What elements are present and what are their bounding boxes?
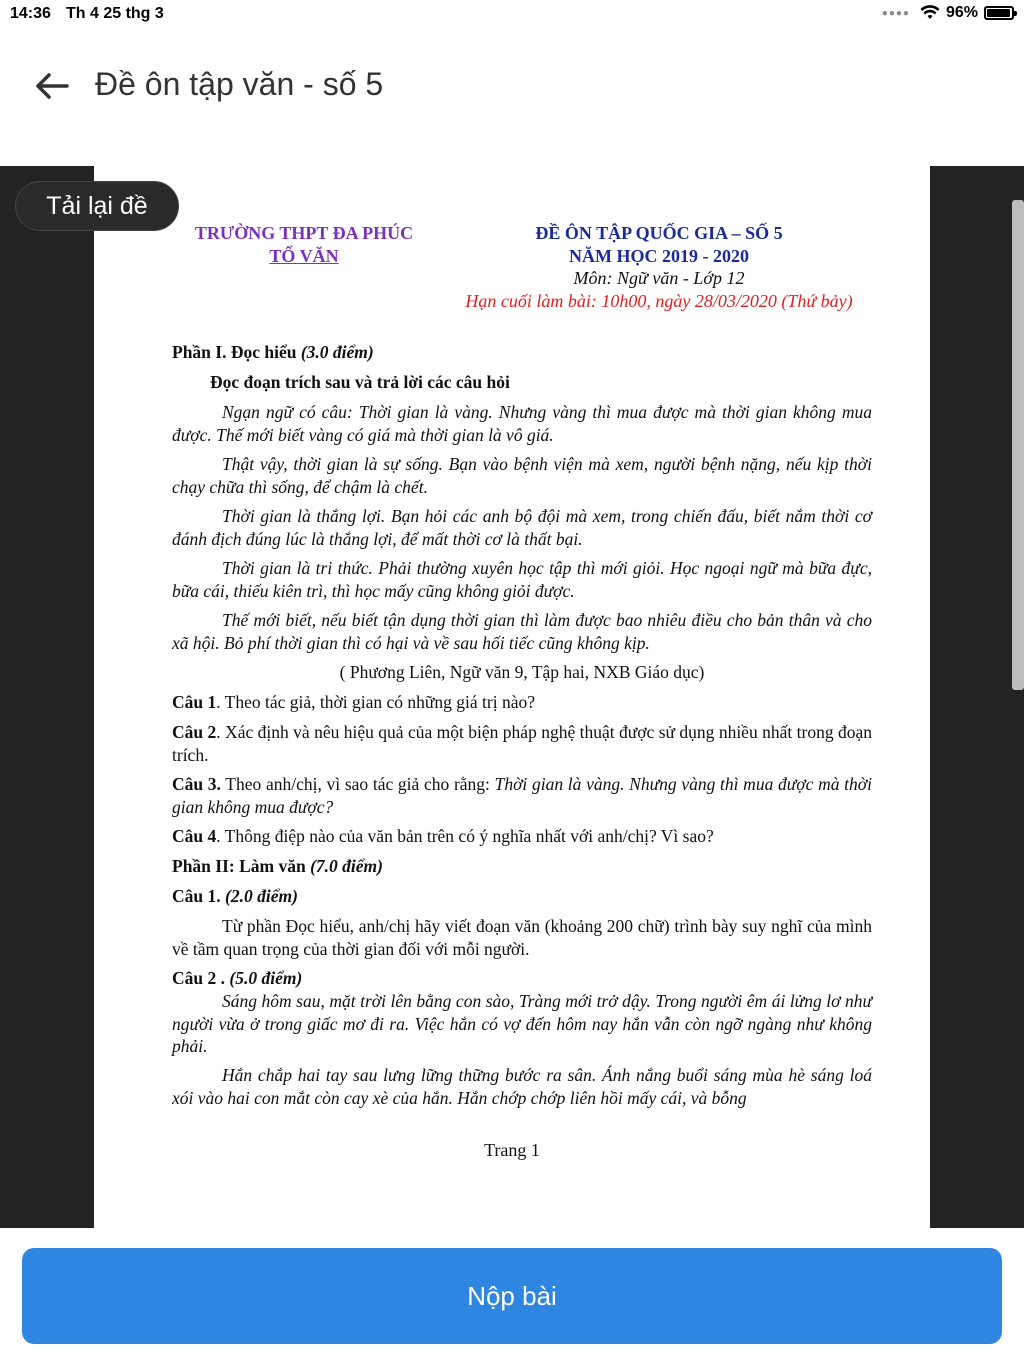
document-viewer[interactable] — [0, 166, 1024, 1228]
paragraph: Thời gian là thắng lợi. Bạn hỏi các anh bộ đội mà xem, trong chiến đấu, biết nắm thời cơ đánh địch đúng lúc là thắng lợi, để mất thời cơ là thất bại. — [172, 506, 872, 549]
part2-question-2: Câu 2 . (5.0 điểm) — [172, 968, 303, 988]
wifi-icon — [920, 5, 940, 21]
part2-heading: Phần II: Làm văn (7.0 điểm) — [172, 856, 383, 876]
battery-percent: 96% — [945, 4, 978, 21]
instruction: Đọc đoạn trích sau và trả lời các câu hỏi — [210, 372, 510, 392]
status-right — [882, 4, 1014, 22]
back-button[interactable] — [30, 64, 74, 108]
exam-year: NĂM HỌC 2019 - 2020 — [569, 245, 749, 266]
paragraph: Thế mới biết, nếu biết tận dụng thời gian thì làm được bao nhiêu điều cho bản thân và cho xã hội. Bỏ phí thời gian thì có hại và về sau hối tiếc cũng không kịp. — [172, 610, 872, 653]
exam-deadline: Hạn cuối làm bài: 10h00, ngày 28/03/2020 (Thứ bảy) — [465, 290, 853, 311]
exam-title: ĐỀ ÔN TẬP QUỐC GIA – SỐ 5 — [535, 223, 783, 243]
page-number: Trang 1 — [484, 1140, 540, 1160]
paragraph: Ngạn ngữ có câu: Thời gian là vàng. Nhưng vàng thì mua được mà thời gian không mua được. Thế mới biết vàng có giá mà thời gian là vô giá. — [172, 402, 872, 445]
exam-header — [434, 222, 884, 312]
page-title: Đề ôn tập văn - số 5 — [95, 66, 384, 102]
paragraph: Thật vậy, thời gian là sự sống. Bạn vào bệnh viện mà xem, người bệnh nặng, nếu kịp thời chạy chữa thì sống, để chậm là chết. — [172, 454, 872, 497]
scrollbar[interactable] — [1012, 200, 1024, 690]
document-page — [94, 166, 930, 1228]
signal-icon: ●●●● — [881, 7, 910, 19]
part2-question-1: Câu 1. (2.0 điểm) — [172, 886, 298, 906]
question-2: Câu 2. Xác định và nêu hiệu quả của một biện pháp nghệ thuật được sử dụng nhiều nhất trong đoạn trích. — [172, 722, 872, 765]
question-3: Câu 3. Theo anh/chị, vì sao tác giả cho rằng: Thời gian là vàng. Nhưng vàng thì mua được mà thời gian không mua được? — [172, 774, 872, 817]
excerpt-paragraph: Hắn chắp hai tay sau lưng lững thững bước ra sân. Ánh nắng buổi sáng mùa hè sáng loá xói vào hai con mắt còn cay xè của hắn. Hắn chớp chớp liên hồi mấy cái, và bỗng — [172, 1065, 872, 1108]
excerpt-paragraph: Sáng hôm sau, mặt trời lên bằng con sào, Tràng mới trở dậy. Trong người êm ái lửng lơ như người vừa ở trong giấc mơ đi ra. Việc hắn có vợ đến hôm nay hắn vẫn còn ngỡ ngàng như không phải. — [172, 991, 872, 1056]
submit-button[interactable]: Nộp bài — [22, 1248, 1002, 1344]
part2-question-1-text: Từ phần Đọc hiểu, anh/chị hãy viết đoạn văn (khoảng 200 chữ) trình bày suy nghĩ của mình về tầm quan trọng của thời gian đối với mỗi người. — [172, 916, 872, 959]
arrow-left-icon — [35, 72, 69, 100]
battery-fill — [987, 9, 1010, 17]
school-header — [184, 222, 424, 268]
header — [0, 40, 1024, 140]
status-bar — [0, 0, 1024, 28]
exam-subject: Môn: Ngữ văn - Lớp 12 — [573, 268, 745, 288]
question-4: Câu 4. Thông điệp nào của văn bản trên có ý nghĩa nhất với anh/chị? Vì sao? — [172, 826, 714, 846]
department-name: TỔ VĂN — [269, 246, 339, 266]
part1-heading: Phần I. Đọc hiểu (3.0 điểm) — [172, 342, 374, 362]
source-citation: ( Phương Liên, Ngữ văn 9, Tập hai, NXB Giáo dục) — [339, 662, 705, 682]
paragraph: Thời gian là tri thức. Phải thường xuyên học tập thì mới giỏi. Học ngoại ngữ mà bữa đực, bữa cái, thiếu kiên trì, thì học mấy cũng không giỏi được. — [172, 558, 872, 601]
reload-exam-button[interactable]: Tải lại đề — [15, 181, 179, 231]
school-name: TRƯỜNG THPT ĐA PHÚC — [194, 223, 414, 243]
status-date: Th 4 25 thg 3 — [66, 5, 164, 22]
status-time: 14:36 — [10, 5, 51, 22]
question-1: Câu 1. Theo tác giả, thời gian có những giá trị nào? — [172, 692, 535, 712]
battery-icon — [984, 6, 1014, 20]
